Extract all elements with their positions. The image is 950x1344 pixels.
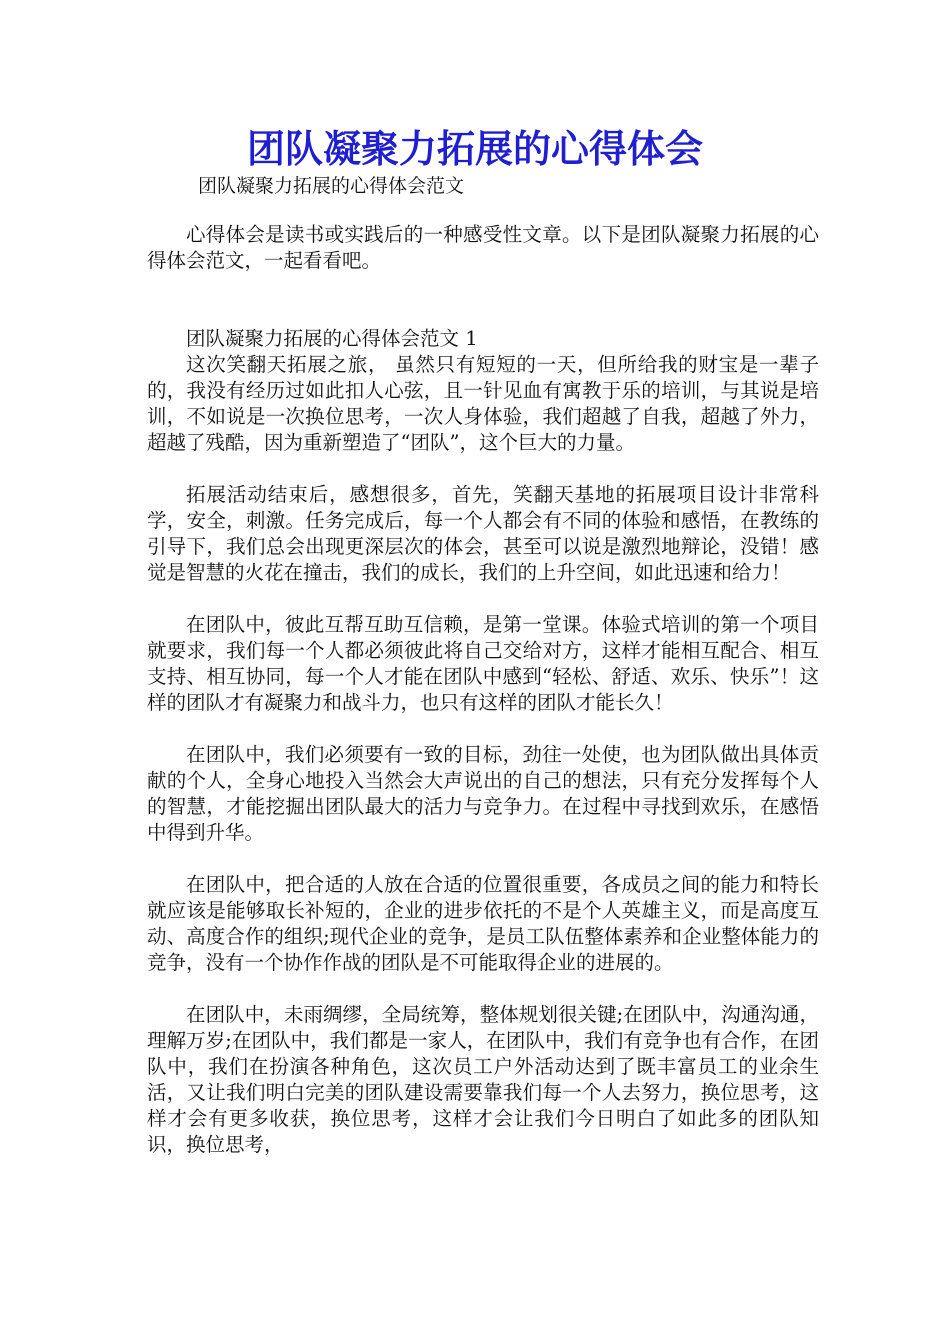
body-paragraph-6: 在团队中，未雨绸缪，全局统筹，整体规划很关键;在团队中，沟通沟通，理解万岁;在团队中，我们都是一家人，在团队中，我们有竞争也有合作，在团队中，我们在扮演各种角色，这次员工户外活动达到了既丰富员工的业余生活，又让我们明白完美的团队建设需要靠我们每一个人去努力，换位思考，这样才会有更多收获，换位思考，这样才会让我们今日明白了如此多的团队知识，换位思考， xyxy=(147,1003,819,1156)
body-paragraph-5: 在团队中，把合适的人放在合适的位置很重要，各成员之间的能力和特长就应该是能够取长补短的，企业的进步依托的不是个人英雄主义，而是高度互动、高度合作的组织;现代企业的竞争，是员工队伍整体素养和企业整体能力的竞争，没有一个协作作战的团队是不可能取得企业的进展的。 xyxy=(147,873,819,974)
body-paragraph-4: 在团队中，我们必须要有一致的目标，劲往一处使，也为团队做出具体贡献的个人，全身心地投入当然会大声说出的自己的想法，只有充分发挥每个人的智慧，才能挖掘出团队最大的活力与竞争力。在过程中寻找到欢乐，在感悟中得到升华。 xyxy=(147,743,819,844)
document-title: 团队凝聚力拓展的心得体会 xyxy=(246,126,703,171)
body-paragraph-3: 在团队中，彼此互帮互助互信赖，是第一堂课。体验式培训的第一个项目就要求，我们每一个人都必须彼此将自己交给对方，这样才能相互配合、相互支持、相互协同，每一个人才能在团队中感到“轻松、舒适、欢乐、快乐”！这样的团队才有凝聚力和战斗力，也只有这样的团队才能长久！ xyxy=(147,613,819,714)
section-heading: 团队凝聚力拓展的心得体会范文 1 xyxy=(186,327,478,350)
body-paragraph-1: 这次笑翻天拓展之旅， 虽然只有短短的一天，但所给我的财宝是一辈子的，我没有经历过如此扣人心弦，且一针见血有寓教于乐的培训，与其说是培训，不如说是一次换位思考，一次人身体验，我们超越了自我，超越了外力，超越了残酷，因为重新塑造了“团队”，这个巨大的力量。 xyxy=(147,353,819,454)
document-subtitle: 团队凝聚力拓展的心得体会范文 xyxy=(198,175,465,197)
body-paragraph-2: 拓展活动结束后，感想很多，首先，笑翻天基地的拓展项目设计非常科学，安全，刺激。任务完成后，每一个人都会有不同的体验和感悟，在教练的引导下，我们总会出现更深层次的体会，甚至可以说是激烈地辩论，没错！感觉是智慧的火花在撞击，我们的成长，我们的上升空间，如此迅速和给力！ xyxy=(147,483,819,584)
intro-paragraph: 心得体会是读书或实践后的一种感受性文章。以下是团队凝聚力拓展的心得体会范文，一起看看吧。 xyxy=(147,223,819,272)
document-body xyxy=(147,222,819,1184)
